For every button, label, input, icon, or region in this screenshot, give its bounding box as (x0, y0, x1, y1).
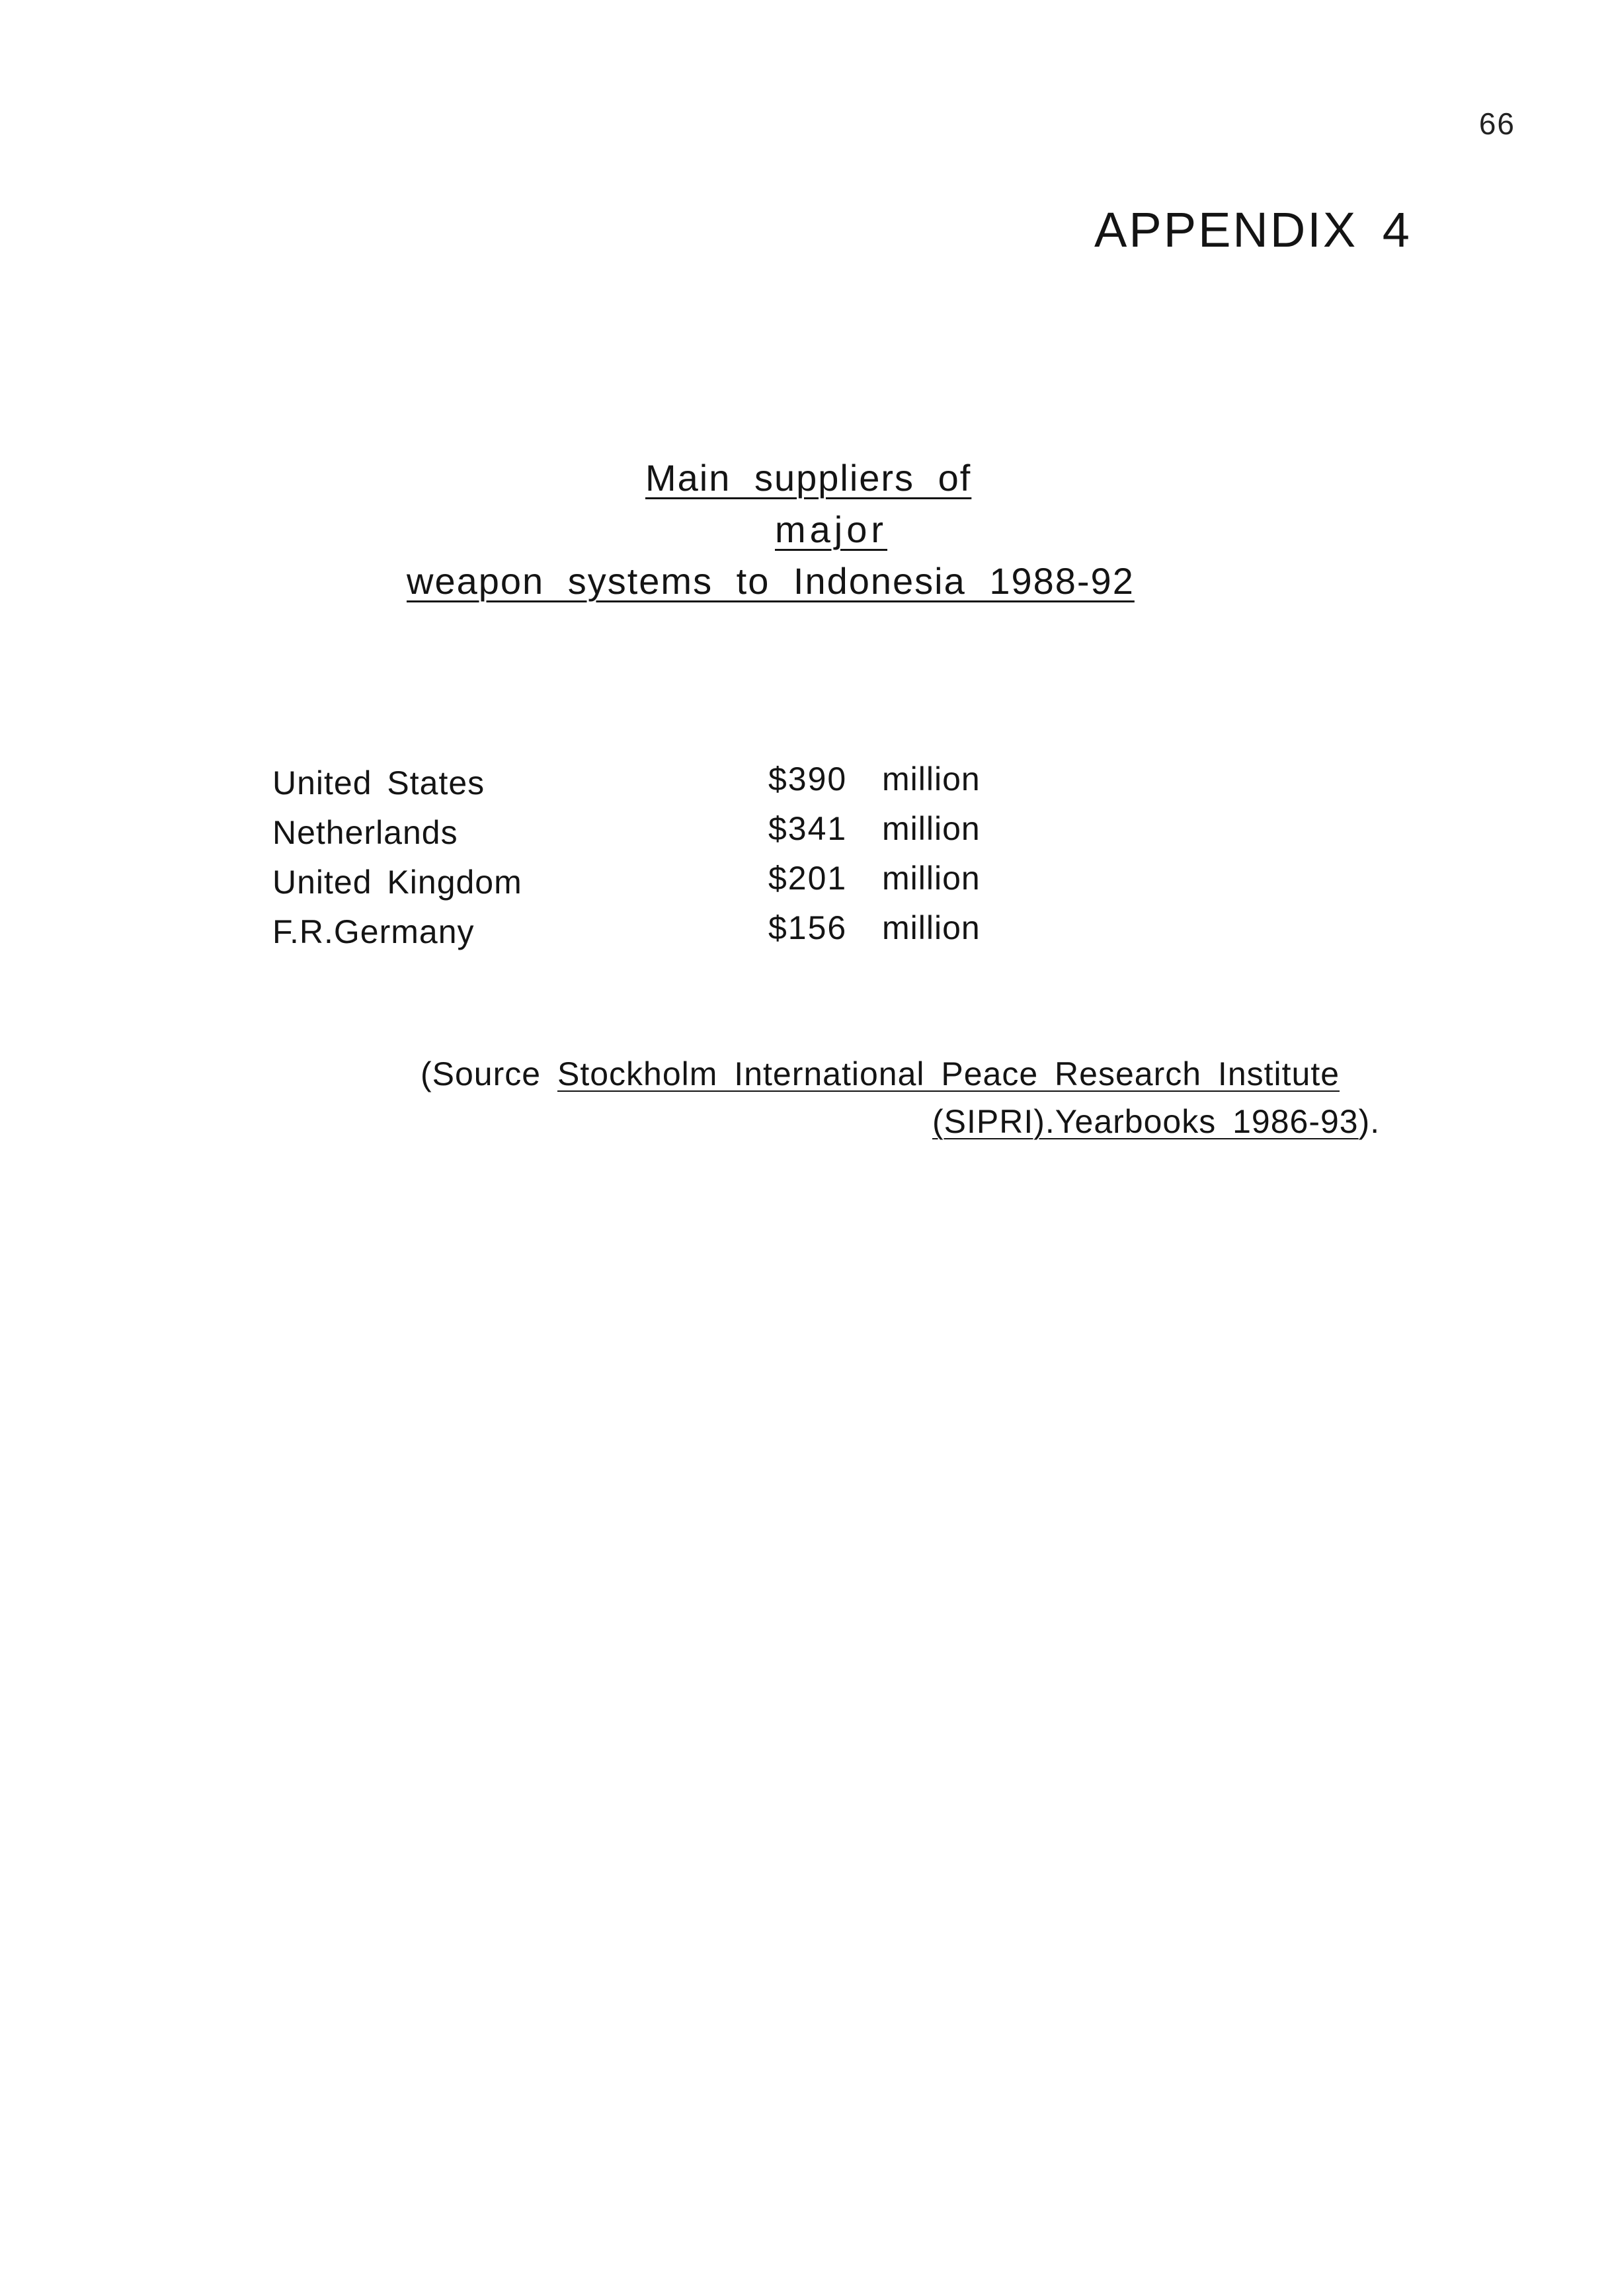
supplier-country: United Kingdom (272, 864, 522, 901)
source-closing: ). (1358, 1103, 1381, 1140)
supplier-amount: $390 (768, 760, 848, 798)
supplier-row (272, 909, 1066, 962)
supplier-unit: million (882, 810, 981, 847)
supplier-country: F.R.Germany (272, 913, 475, 950)
supplier-amount: $341 (768, 810, 848, 847)
supplier-amount: $156 (768, 909, 848, 946)
title-line-2: major (775, 509, 888, 550)
page-number: 66 (1478, 106, 1515, 141)
suppliers-table (272, 760, 1066, 962)
supplier-unit: million (882, 909, 981, 946)
source-institution: Stockholm International Peace Research Institute (557, 1055, 1340, 1092)
supplier-country: Netherlands (272, 814, 458, 851)
title-line-3: weapon systems to Indonesia 1988-92 (407, 560, 1135, 602)
supplier-unit: million (882, 760, 981, 798)
source-prefix: (Source (421, 1055, 542, 1092)
supplier-row (272, 760, 1066, 813)
supplier-row (272, 860, 1066, 913)
supplier-row (272, 810, 1066, 863)
source-publication: (SIPRI).Yearbooks 1986-93 (932, 1103, 1359, 1140)
appendix-heading: APPENDIX 4 (1094, 202, 1412, 257)
title-line-1: Main suppliers of (645, 457, 972, 499)
supplier-unit: million (882, 860, 981, 897)
supplier-country: United States (272, 764, 485, 801)
supplier-amount: $201 (768, 860, 848, 897)
source-line-2 (932, 1102, 1380, 1141)
source-line-1 (421, 1055, 1340, 1093)
